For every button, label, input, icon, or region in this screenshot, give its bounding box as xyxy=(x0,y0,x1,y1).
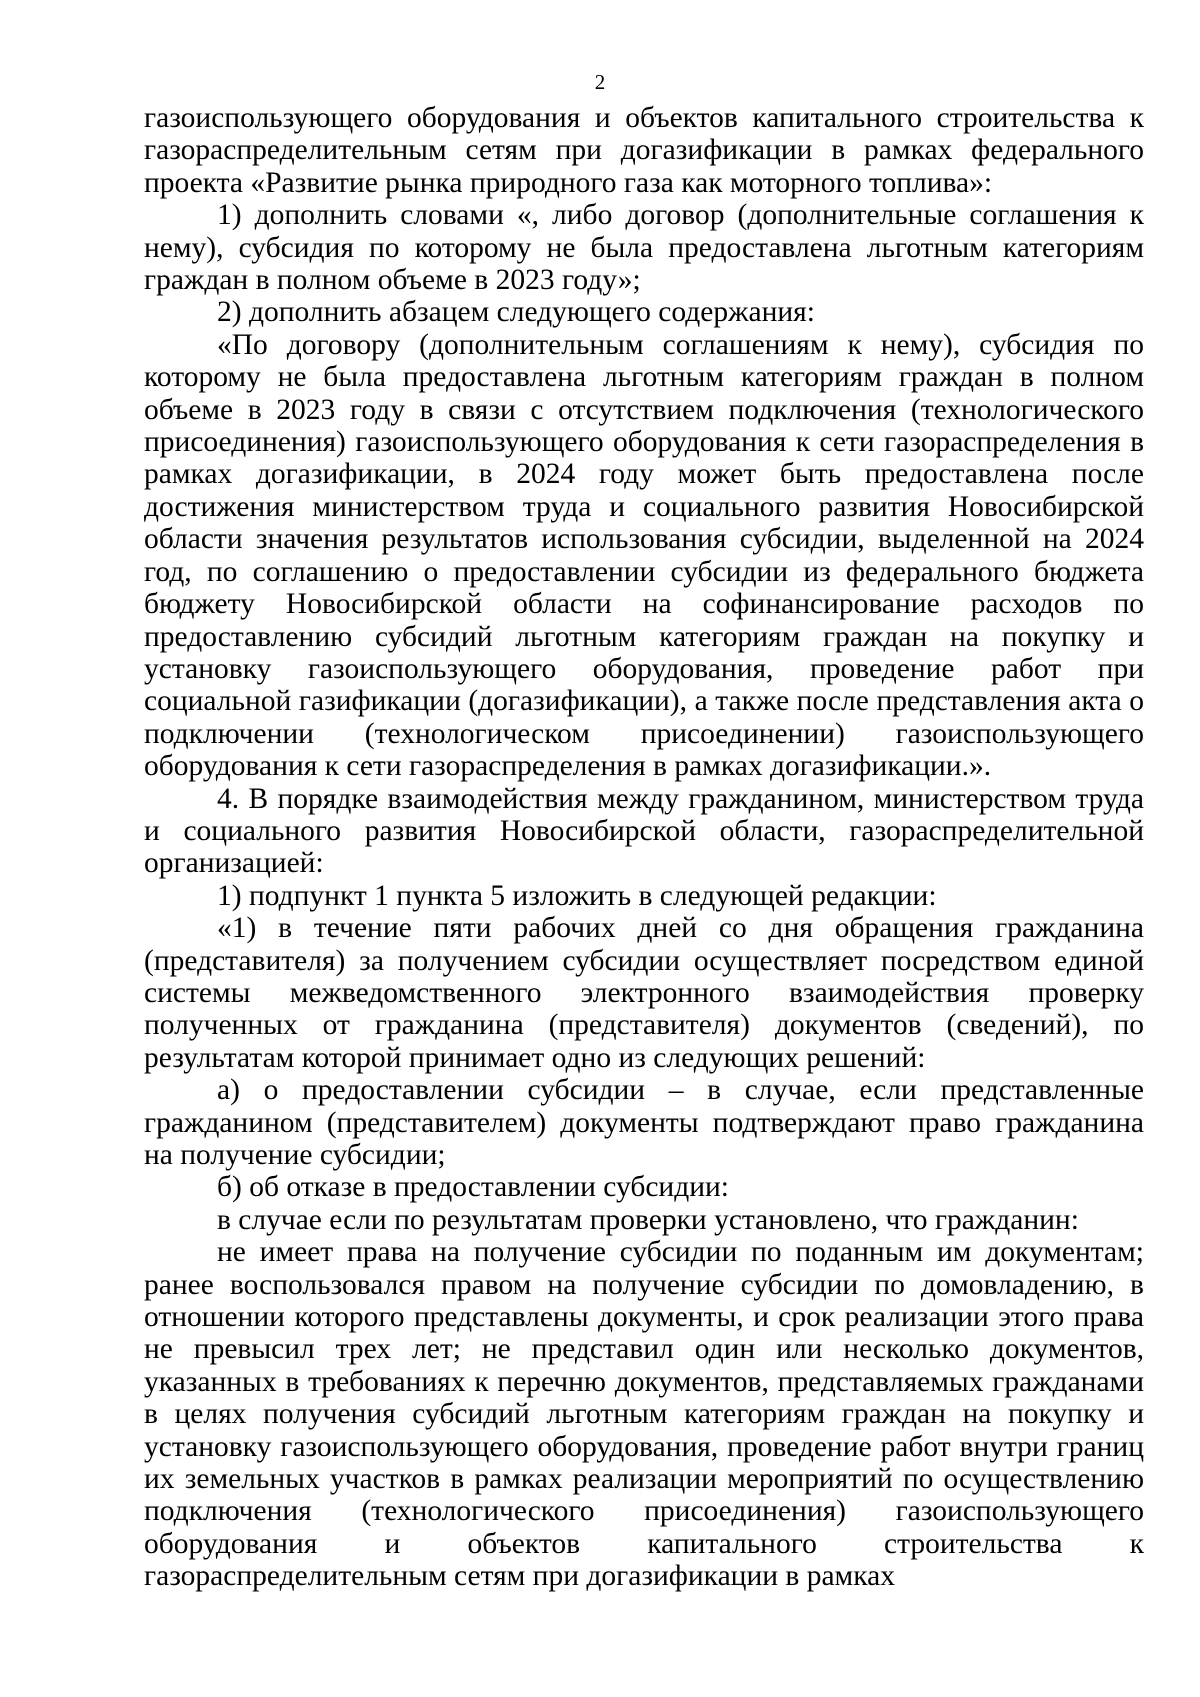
paragraph-continuation: газоиспользующего оборудования и объектов капитального строительства к газораспределительным сетям при догазификации в рамках федерального проекта «Развитие рынка природного газа как моторного топлива»: xyxy=(144,102,1144,199)
paragraph-quoted-subitem-1: «1) в течение пяти рабочих дней со дня обращения гражданина (представителя) за получением субсидии осуществляет посредством единой системы межведомственного электронного взаимодействия проверку полученных от гражданина (представителя) документов (сведений), по результатам которой принимает одно из следующих решений: xyxy=(144,912,1144,1074)
page-number: 2 xyxy=(594,70,606,94)
paragraph-subitem-b: б) об отказе в предоставлении субсидии: xyxy=(217,1171,730,1204)
paragraph-refusal-grounds: не имеет права на получение субсидии по поданным им документам; ранее воспользовался правом на получение субсидии по домовладению, в отношении которого представлены документы, и срок реализации этого права не превысил трех лет; не представил один или несколько документов, указанных в требованиях к перечню документов, представляемых гражданами в целях получения субсидий льготным категориям граждан на покупку и установку газоиспользующего оборудования, проведение работ внутри границ их земельных участков в рамках реализации мероприятий по осуществлению подключения (технологического присоединения) газоиспользующего оборудования и объектов капитального строительства к газораспределительным сетям при догазификации в рамках xyxy=(144,1236,1144,1593)
paragraph-section-4-item-1: 1) подпункт 1 пункта 5 изложить в следующей редакции: xyxy=(217,879,937,912)
paragraph-item-2-intro: 2) дополнить абзацем следующего содержания: xyxy=(217,296,815,329)
paragraph-section-4: 4. В порядке взаимодействия между гражданином, министерством труда и социального развития Новосибирской области, газораспределительной организацией: xyxy=(144,782,1144,880)
paragraph-item-1-addition: 1) дополнить словами «, либо договор (дополнительные соглашения к нему), субсидия по которому не была предоставлена льготным категориям граждан в полном объеме в 2023 году»; xyxy=(144,199,1144,297)
paragraph-case-intro: в случае если по результатам проверки установлено, что гражданин: xyxy=(217,1203,1079,1236)
document-body xyxy=(144,102,1144,1593)
paragraph-subitem-a: а) о предоставлении субсидии – в случае, если представленные гражданином (представителем) документы подтверждают право гражданина на получение субсидии; xyxy=(144,1074,1144,1171)
paragraph-quoted-new-abzac: «По договору (дополнительным соглашениям к нему), субсидия по которому не была предоставлена льготным категориям граждан в полном объеме в 2023 году в связи с отсутствием подключения (технологического присоединения) газоиспользующего оборудования к сети газораспределения в рамках догазификации, в 2024 году может быть предоставлена после достижения министерством труда и социального развития Новосибирской области значения результатов использования субсидии, выделенной на 2024 год, по соглашению о предоставлении субсидии из федерального бюджета бюджету Новосибирской области на софинансирование расходов по предоставлению субсидий льготным категориям граждан на покупку и установку газоиспользующего оборудования, проведение работ при социальной газификации (догазификации), а также после представления акта о подключении (технологическом присоединении) газоиспользующего оборудования к сети газораспределения в рамках догазификации.». xyxy=(144,328,1144,783)
